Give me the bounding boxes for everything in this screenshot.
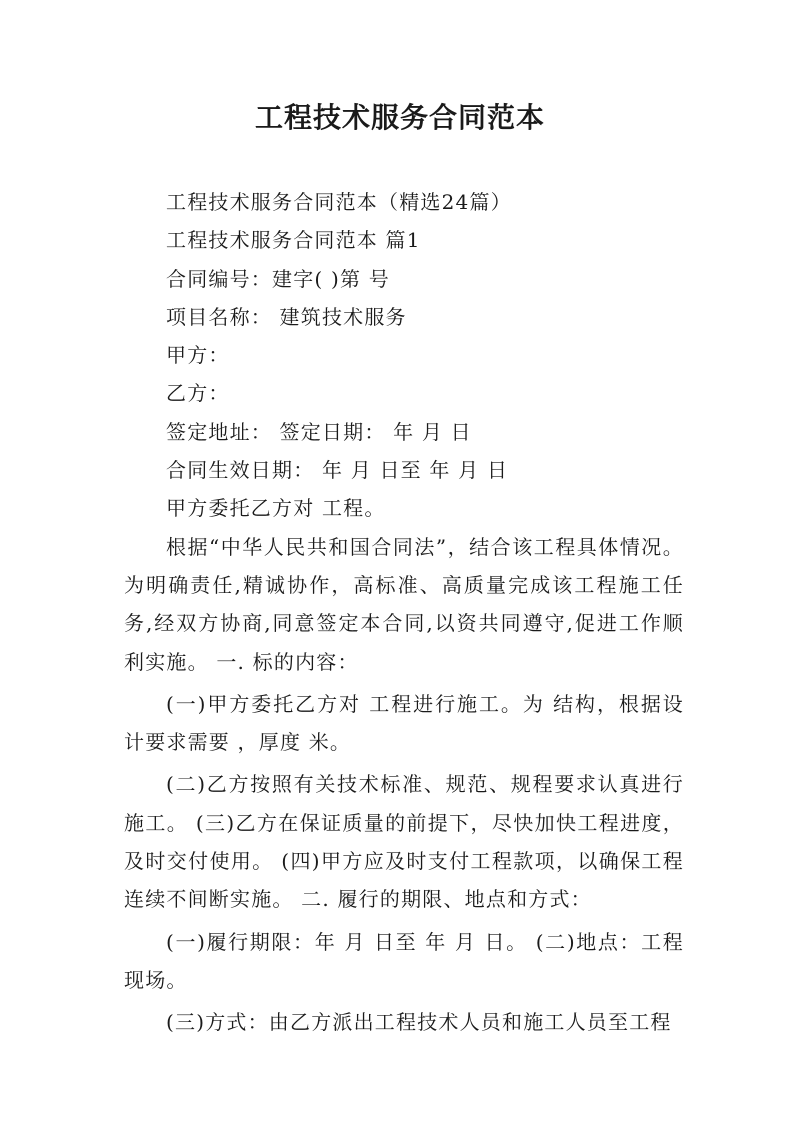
paragraph-basis: 根据“中华人民共和国合同法”，结合该工程具体情况。为明确责任,精诚协作，高标准、高质量完成该工程施工任务,经双方协商,同意签定本合同,以资共同遵守,促进工作顺利实施。 一. 标的内容：	[124, 534, 684, 674]
section-heading: 工程技术服务合同范本 篇1	[166, 228, 421, 253]
effective-date-line: 合同生效日期： 年 月 日至 年 月 日	[166, 458, 509, 483]
party-b-line: 乙方：	[166, 381, 230, 406]
project-name-line: 项目名称： 建筑技术服务	[166, 304, 407, 329]
document-body	[124, 183, 684, 1042]
commission-line: 甲方委托乙方对 工程。	[166, 496, 386, 521]
subtitle-line: 工程技术服务合同范本（精选24篇）	[166, 190, 512, 214]
party-a-line: 甲方：	[166, 343, 230, 368]
document-title: 工程技术服务合同范本	[254, 101, 545, 134]
signing-info-line: 签定地址： 签定日期： 年 月 日	[166, 419, 472, 444]
paragraph-item-2: (二)乙方按照有关技术标准、规范、规程要求认真进行施工。 (三)乙方在保证质量的前提下，尽快加快工程进度，及时交付使用。 (四)甲方应及时支付工程款项，以确保工程连续不间断实施。 二. 履行的期限、地点和方式：	[124, 772, 684, 912]
paragraph-term: (一)履行期限：年 月 日至 年 月 日。 (二)地点：工程现场。	[124, 929, 684, 992]
contract-number-line: 合同编号：建字( )第 号	[166, 266, 390, 291]
paragraph-item-1: (一)甲方委托乙方对 工程进行施工。为 结构，根据设计要求需要 ，厚度 米。	[124, 691, 684, 755]
paragraph-method: (三)方式：由乙方派出工程技术人员和施工人员至工程	[166, 1010, 672, 1035]
